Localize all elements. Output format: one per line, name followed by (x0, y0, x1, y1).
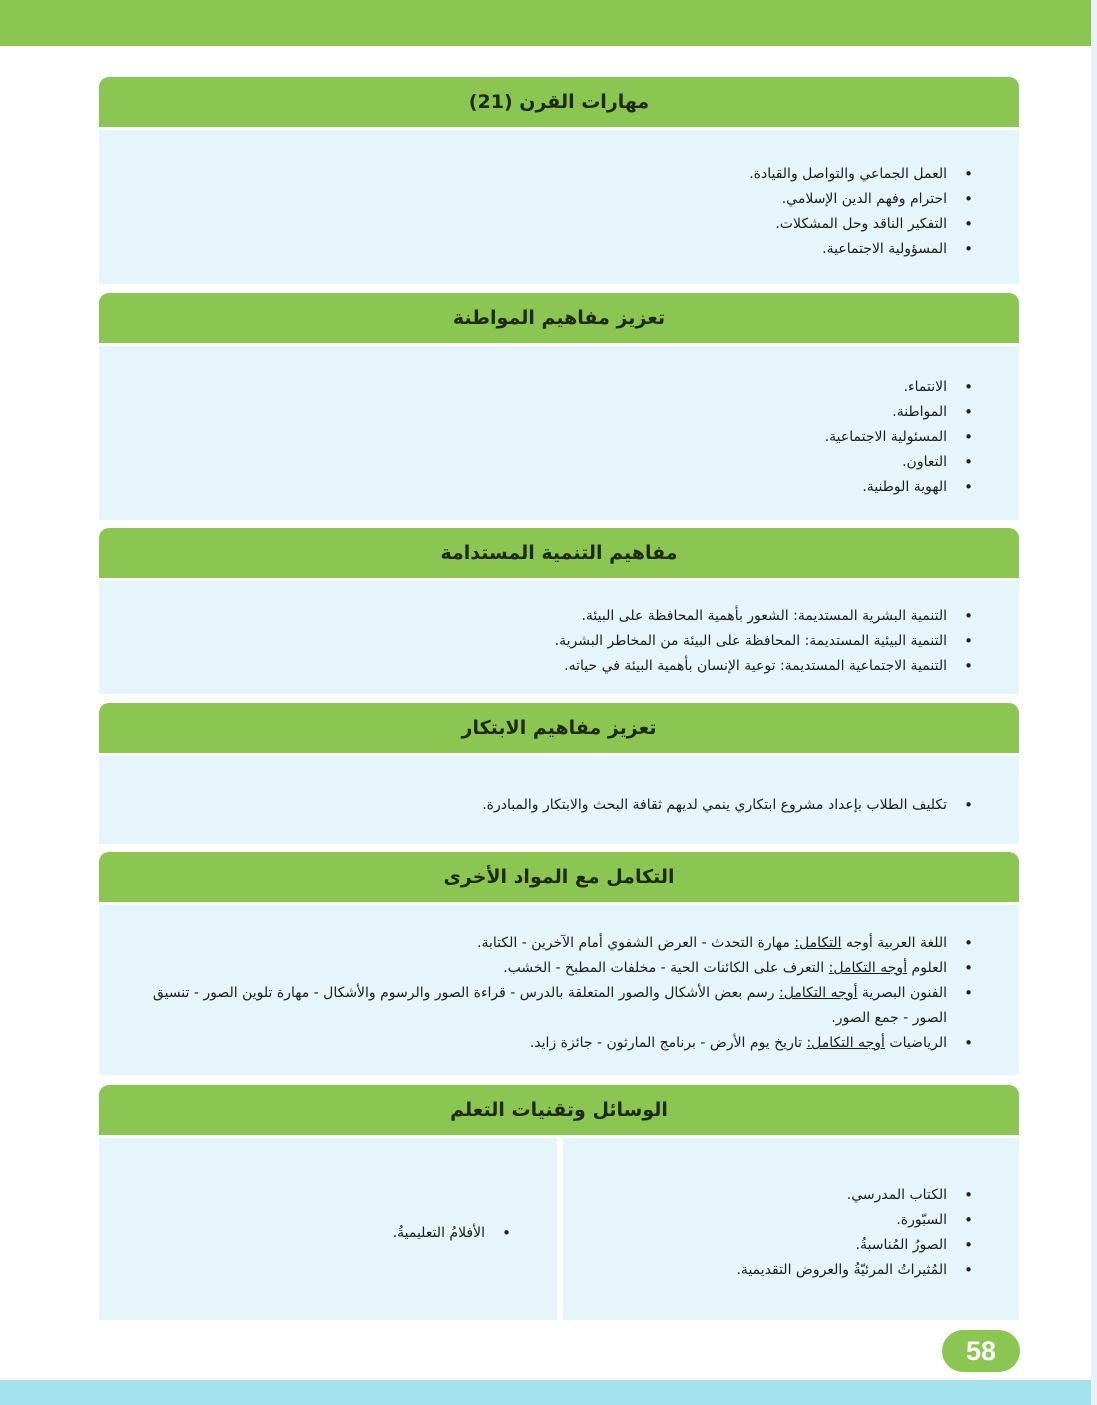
section-header-innovation (99, 703, 1019, 753)
list-item: • احترام وفهم الدين الإسلامي. (119, 187, 973, 212)
section-header-sustainability (99, 528, 1019, 578)
list-item: • السبّورة. (583, 1208, 973, 1233)
subject-text: الرياضيات (884, 1035, 947, 1051)
section-title: مفاهيم التنمية المستدامة (440, 542, 678, 564)
bottom-banner (0, 1380, 1091, 1405)
section-title: الوسائل وتقنيات التعلم (450, 1099, 668, 1121)
aspects-text: رسم بعض الأشكال والصور المتعلقة بالدرس - قراءة الصور والرسوم والأشكال - مهارة تلوين الصور - تنسيق الصور - جمع الصور. (152, 985, 947, 1026)
tools-left-list (99, 1221, 557, 1246)
section-body-innovation (99, 753, 1019, 844)
sustainability-list (99, 604, 1019, 679)
list-item: • الكتاب المدرسي. (583, 1183, 973, 1208)
list-item: • المسؤولية الاجتماعية. (119, 237, 973, 262)
page-number-badge (942, 1330, 1020, 1372)
innovation-list (99, 793, 1019, 818)
list-item: • المُثيراتُ المرئيّةُ والعروض التقديمية. (583, 1258, 973, 1283)
list-item: • التنمية الاجتماعية المستديمة: توعية الإنسان بأهمية البيئة في حياته. (119, 654, 973, 679)
section-header-tools (99, 1085, 1019, 1135)
aspects-text: مهارة التحدث - العرض الشفوي أمام الآخرين - الكتابة. (477, 935, 795, 951)
list-item: • العمل الجماعي والتواصل والقيادة. (119, 162, 973, 187)
section-title: مهارات القرن (21) (468, 91, 650, 113)
list-item (119, 931, 973, 956)
aspects-label: أوجه التكامل: (779, 985, 858, 1001)
top-banner (0, 0, 1091, 46)
section-body-integration (99, 902, 1019, 1075)
list-item: • تكليف الطلاب بإعداد مشروع ابتكاري ينمي لديهم ثقافة البحث والابتكار والمبادرة. (119, 793, 973, 818)
section-title: التكامل مع المواد الأخرى (443, 866, 675, 888)
aspects-label: أوجه التكامل: (828, 960, 908, 976)
section-title: تعزيز مفاهيم المواطنة (452, 307, 666, 329)
list-item: • الانتماء. (119, 375, 973, 400)
list-item (119, 981, 973, 1031)
tools-left-column (99, 1221, 557, 1246)
section-header-citizenship (99, 293, 1019, 343)
section-body-sustainability (99, 578, 1019, 694)
section-header-integration (99, 852, 1019, 902)
aspects-text: التعرف على الكائنات الحية - مخلفات المطبخ - الخشب. (503, 960, 829, 976)
list-item: • المسئولية الاجتماعية. (119, 425, 973, 450)
integration-list (99, 931, 1019, 1056)
section-body-citizenship (99, 343, 1019, 520)
citizenship-list (99, 375, 1019, 500)
list-item: • الأفلامُ التعليميةُ. (119, 1221, 511, 1246)
subject-text: العلوم (907, 960, 947, 976)
aspects-text: تاريخ يوم الأرض - برنامج المارثون - جائزة زايد. (529, 1035, 807, 1051)
tools-right-list (563, 1183, 1019, 1283)
section-body-tools (99, 1135, 1019, 1320)
page-edge (1091, 0, 1097, 1405)
list-item: • الهوية الوطنية. (119, 475, 973, 500)
subject-text: الفنون البصرية (857, 985, 947, 1001)
list-item: • التفكير الناقد وحل المشكلات. (119, 212, 973, 237)
list-item: • التنمية البشرية المستديمة: الشعور بأهمية المحافظة على البيئة. (119, 604, 973, 629)
aspects-label: أوجه التكامل: (806, 1035, 885, 1051)
list-item: • التعاون. (119, 450, 973, 475)
list-item: • التنمية البيئية المستديمة: المحافظة على البيئة من المخاطر البشرية. (119, 629, 973, 654)
list-item: • الصورُ المُناسبةُ. (583, 1233, 973, 1258)
section-body-skills (99, 127, 1019, 284)
list-item: • المواطنة. (119, 400, 973, 425)
list-item (119, 956, 973, 981)
subject-text: اللغة العربية أوجه (841, 935, 947, 951)
skills-list (99, 162, 1019, 262)
aspects-label: التكامل: (794, 935, 842, 951)
list-item (119, 1031, 973, 1056)
tools-right-column (563, 1183, 1019, 1283)
section-header-skills (99, 77, 1019, 127)
page-number: 58 (965, 1335, 997, 1366)
section-title: تعزيز مفاهيم الابتكار (461, 717, 657, 739)
